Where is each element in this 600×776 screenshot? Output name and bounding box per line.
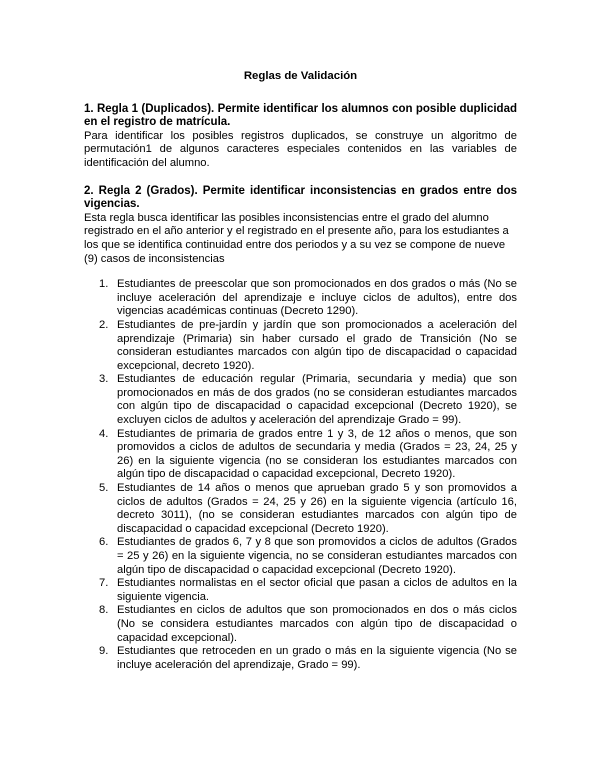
list-item-text: Estudiantes de educación regular (Primaria, secundaria y media) que son promocionados en más de dos grados (no se consideran estudiantes marcados con algún tipo de discapacidad o capacidad excepcional (Decreto 1920), se excluyen ciclos de adultos y aceleración del aprendizaje Grado = 99). [117, 373, 517, 427]
list-item [84, 536, 517, 577]
list-item [84, 645, 517, 672]
list-item [84, 604, 517, 645]
list-item [84, 428, 517, 482]
list-item [84, 577, 517, 604]
list-item-text: Estudiantes de primaria de grados entre 1 y 3, de 12 años o menos, que son promovidos a ciclos de adultos de secundaria y media (Grados = 23, 24, 25 y 26) en la siguiente vigencia (no se consideran los estudiantes marcados con algún tipo de discapacidad o capacidad excepcional, Decreto 1920). [117, 427, 517, 481]
rule-1-section [84, 103, 517, 171]
inconsistency-list [84, 278, 517, 672]
list-item-text: Estudiantes normalistas en el sector oficial que pasan a ciclos de adultos en la siguiente vigencia. [117, 577, 517, 603]
list-item-number: 5. [99, 482, 109, 495]
list-item-text: Estudiantes de 14 años o menos que aprueban grado 5 y son promovidos a ciclos de adultos (Grados = 24, 25 y 26) en la siguiente vigencia (artículo 16, decreto 3011), (no se consideran estudiantes marcados con algún tipo de discapacidad o capacidad excepcional (Decreto 1920). [117, 482, 517, 535]
list-item [84, 319, 517, 373]
list-item [84, 373, 517, 427]
list-item [84, 278, 517, 319]
list-item-number: 3. [99, 373, 109, 386]
list-item-number: 6. [99, 536, 109, 549]
document-page [84, 70, 517, 686]
rule-1-body: Para identificar los posibles registros duplicados, se construye un algoritmo de permutación1 de algunos caracteres especiales contenidos en las variables de identificación del alumno. [84, 129, 517, 169]
list-item-text: Estudiantes de preescolar que son promocionados en dos grados o más (No se incluye aceleración del aprendizaje e incluye ciclos de adultos), entre dos vigencias académicas continuas (Decreto 1290). [117, 278, 517, 318]
list-item-number: 2. [99, 318, 109, 331]
list-item-number: 7. [99, 577, 109, 590]
list-item-text: Estudiantes de grados 6, 7 y 8 que son promovidos a ciclos de adultos (Grados = 25 y 26) en la siguiente vigencia, no se consideran estudiantes marcados con algún tipo de discapacidad o capacidad excepcional (Decreto 1920). [117, 536, 517, 576]
list-item-text: Estudiantes de pre-jardín y jardín que son promocionados a aceleración del aprendizaje (Primaria) sin haber cursado el grado de Transición (No se consideran estudiantes marcados con algún tipo de discapacidad o capacidad excepcional, decreto 1920). [117, 318, 517, 372]
list-item [84, 482, 517, 536]
list-item-number: 1. [99, 278, 109, 291]
rule-2-heading: 2. Regla 2 (Grados). Permite identificar inconsistencias en grados entre dos vigencias. [84, 184, 517, 211]
list-item-number: 4. [99, 427, 109, 440]
rule-1-heading: 1. Regla 1 (Duplicados). Permite identificar los alumnos con posible duplicidad en el registro de matrícula. [84, 102, 517, 129]
rule-2-section [84, 185, 517, 673]
list-item-text: Estudiantes en ciclos de adultos que son promocionados en dos o más ciclos (No se considera estudiantes marcados con algún tipo de discapacidad o capacidad excepcional). [117, 604, 517, 644]
rule-2-body: Esta regla busca identificar las posibles inconsistencias entre el grado del alumno registrado en el año anterior y el registrado en el presente año, para los estudiantes a los que se identifica continuidad entre dos periodos y a su vez se compone de nueve (9) casos de inconsistencias [84, 211, 509, 265]
page-title: Reglas de Validación [243, 70, 358, 82]
list-item-number: 9. [99, 645, 109, 658]
list-item-text: Estudiantes que retroceden en un grado o más en la siguiente vigencia (No se incluye aceleración del aprendizaje, Grado = 99). [117, 645, 517, 671]
list-item-number: 8. [99, 604, 109, 617]
